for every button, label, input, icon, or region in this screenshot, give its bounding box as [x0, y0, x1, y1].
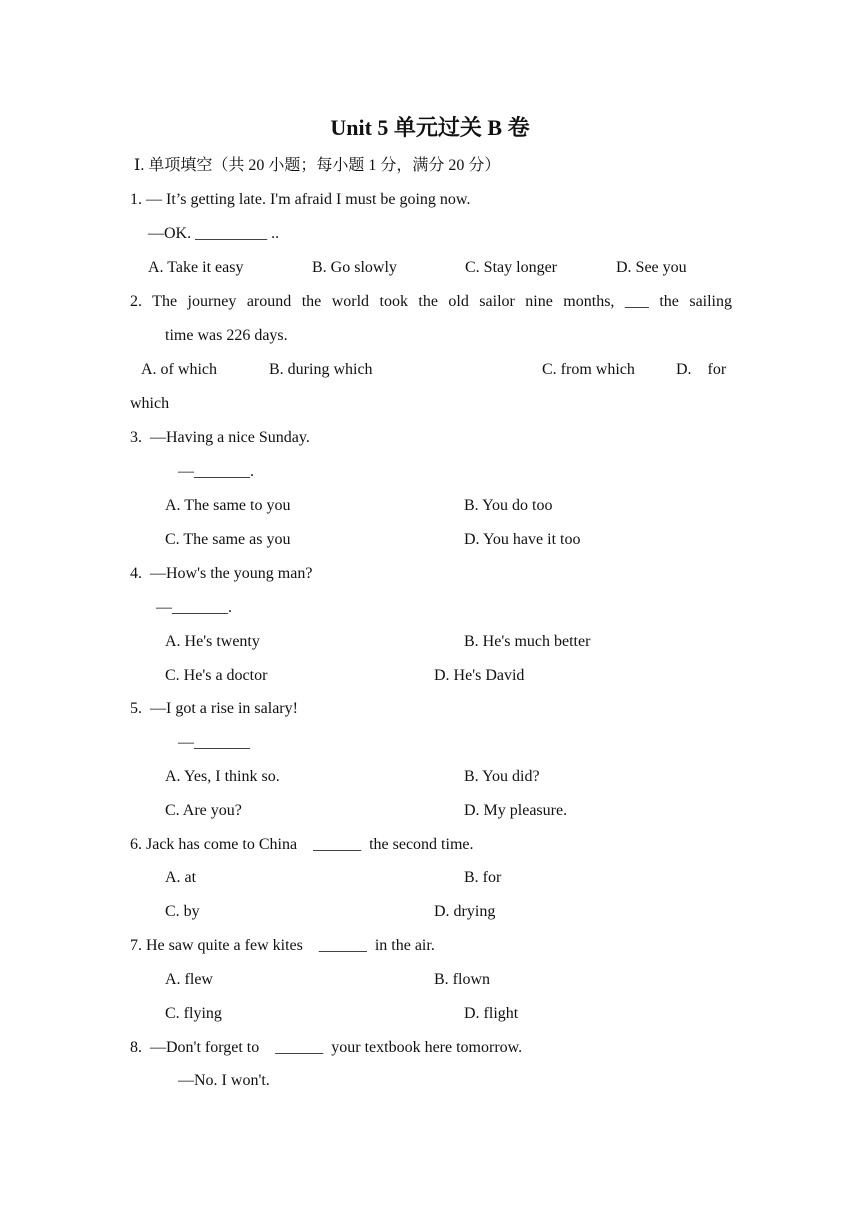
- question-5-option-d: D. My pleasure.: [464, 802, 568, 819]
- question-4-option-b: B. He's much better: [464, 633, 591, 650]
- question-8-reply: —No. I won't.: [178, 1072, 270, 1089]
- question-2-option-b: B. during which: [269, 361, 373, 378]
- question-7-option-a: A. flew: [165, 971, 213, 988]
- question-2-option-d-continued: which: [130, 395, 170, 412]
- question-2-stem-continued: time was 226 days.: [165, 327, 288, 344]
- question-5-option-a: A. Yes, I think so.: [165, 768, 280, 785]
- question-1-option-c: C. Stay longer: [465, 259, 557, 276]
- question-7-option-c: C. flying: [165, 1005, 222, 1022]
- question-4-reply: —_______.: [156, 599, 232, 616]
- question-4-option-d: D. He's David: [434, 667, 525, 684]
- question-2-option-c: C. from which: [542, 361, 635, 378]
- question-5-option-b: B. You did?: [464, 768, 540, 785]
- question-5-stem: 5. —I got a rise in salary!: [130, 700, 298, 717]
- question-5-reply: —_______: [178, 734, 250, 751]
- question-7-option-d: D. flight: [464, 1005, 519, 1022]
- question-6-option-c: C. by: [165, 903, 200, 920]
- question-5-option-c: C. Are you?: [165, 802, 242, 819]
- section-heading: Ⅰ. 单项填空（共 20 小题；每小题 1 分，满分 20 分）: [134, 157, 501, 174]
- question-7-option-b: B. flown: [434, 971, 490, 988]
- question-3-option-a: A. The same to you: [165, 497, 291, 514]
- question-6-option-d: D. drying: [434, 903, 496, 920]
- question-1-stem: 1. — It’s getting late. I'm afraid I must be going now.: [130, 191, 471, 208]
- page-title: Unit 5 单元过关 B 卷: [330, 115, 530, 140]
- question-3-option-b: B. You do too: [464, 497, 553, 514]
- question-6-option-a: A. at: [165, 869, 197, 886]
- question-3-stem: 3. —Having a nice Sunday.: [130, 429, 310, 446]
- question-4-stem: 4. —How's the young man?: [130, 565, 313, 582]
- question-3-option-c: C. The same as you: [165, 531, 291, 548]
- question-2-option-a: A. of which: [141, 361, 217, 378]
- question-1-option-d: D. See you: [616, 259, 687, 276]
- question-2-stem: 2. The journey around the world took the old sailor nine months, ___ the sailing: [130, 293, 732, 310]
- question-3-reply: —_______.: [178, 463, 254, 480]
- question-8-stem: 8. —Don't forget to ______ your textbook here tomorrow.: [130, 1039, 523, 1056]
- question-3-option-d: D. You have it too: [464, 531, 581, 548]
- question-2-option-d: D. for: [676, 361, 727, 378]
- question-6-stem: 6. Jack has come to China ______ the second time.: [130, 836, 474, 853]
- question-6-option-b: B. for: [464, 869, 502, 886]
- question-1-option-a: A. Take it easy: [148, 259, 244, 276]
- question-1-reply: —OK. _________ ..: [148, 225, 280, 242]
- question-7-stem: 7. He saw quite a few kites ______ in the air.: [130, 937, 435, 954]
- question-4-option-a: A. He's twenty: [165, 633, 260, 650]
- question-4-option-c: C. He's a doctor: [165, 667, 268, 684]
- question-1-option-b: B. Go slowly: [312, 259, 397, 276]
